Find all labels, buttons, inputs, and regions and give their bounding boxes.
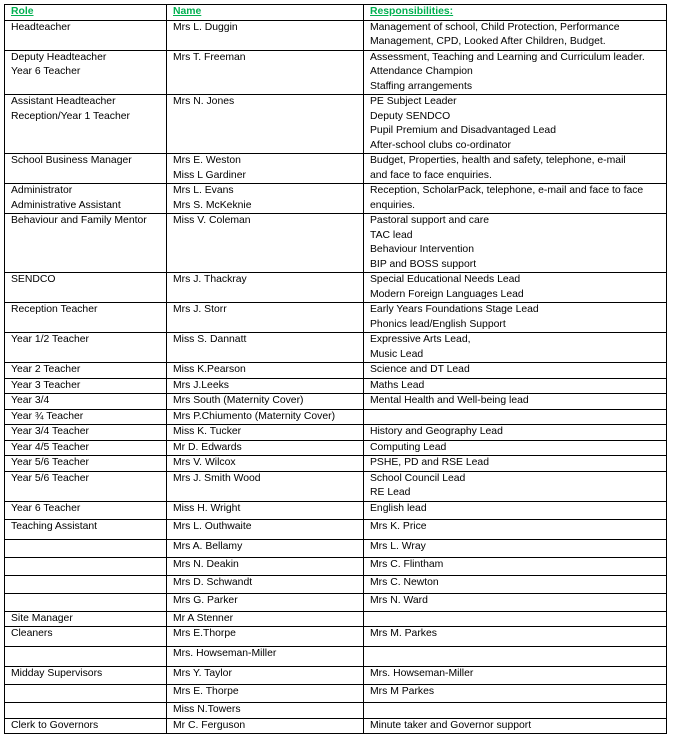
role-cell bbox=[5, 471, 167, 501]
responsibilities-cell-line: Mrs M Parkes bbox=[370, 686, 435, 697]
name-cell bbox=[167, 685, 364, 703]
name-cell-line: Mrs South (Maternity Cover) bbox=[173, 395, 304, 406]
responsibilities-cell-line: Mrs K. Price bbox=[370, 520, 427, 532]
responsibilities-cell bbox=[364, 303, 667, 333]
name-cell-line: Mr D. Edwards bbox=[173, 441, 242, 453]
table-row bbox=[5, 50, 667, 95]
responsibilities-cell-line: Attendance Champion bbox=[370, 66, 473, 77]
name-cell-line: Mrs S. McKeknie bbox=[173, 199, 252, 211]
role-cell-line: Deputy Headteacher bbox=[11, 51, 107, 63]
name-cell-line: Mrs. Howseman-Miller bbox=[173, 648, 277, 659]
responsibilities-cell bbox=[364, 685, 667, 703]
table-row bbox=[5, 703, 667, 719]
responsibilities-cell bbox=[364, 154, 667, 184]
name-cell-line: Mr C. Ferguson bbox=[173, 719, 246, 731]
role-cell-line: Year 3/4 bbox=[11, 395, 50, 406]
responsibilities-cell-line: PSHE, PD and RSE Lead bbox=[370, 457, 489, 468]
name-cell-line: Miss L Gardiner bbox=[173, 169, 246, 181]
responsibilities-cell-line: Budget, Properties, health and safety, telephone, e-mail bbox=[370, 155, 626, 166]
name-cell bbox=[167, 333, 364, 363]
responsibilities-cell-line: Mrs C. Flintham bbox=[370, 558, 444, 570]
name-cell bbox=[167, 667, 364, 685]
responsibilities-cell bbox=[364, 425, 667, 441]
responsibilities-cell-line: RE Lead bbox=[370, 487, 411, 498]
name-cell bbox=[167, 440, 364, 456]
name-cell bbox=[167, 718, 364, 734]
name-cell-line: Mrs E.Thorpe bbox=[173, 628, 236, 639]
role-cell bbox=[5, 184, 167, 214]
table-row bbox=[5, 627, 667, 647]
table-header-row bbox=[5, 5, 667, 21]
responsibilities-cell-line: Mrs. Howseman-Miller bbox=[370, 668, 474, 679]
responsibilities-cell bbox=[364, 539, 667, 557]
role-cell-line: Midday Supervisors bbox=[11, 668, 103, 679]
role-cell bbox=[5, 593, 167, 611]
name-cell-line: Miss S. Dannatt bbox=[173, 334, 247, 345]
responsibilities-cell bbox=[364, 95, 667, 154]
name-cell-line: Mrs T. Freeman bbox=[173, 51, 246, 63]
role-cell bbox=[5, 685, 167, 703]
name-cell bbox=[167, 456, 364, 472]
responsibilities-cell-line: Mrs N. Ward bbox=[370, 594, 428, 606]
name-cell-line: Mrs D. Schwandt bbox=[173, 576, 253, 588]
role-cell bbox=[5, 378, 167, 394]
responsibilities-cell bbox=[364, 667, 667, 685]
responsibilities-cell-line: Staffing arrangements bbox=[370, 80, 473, 92]
responsibilities-cell-line: Management, CPD, Looked After Children, Budget. bbox=[370, 36, 606, 47]
name-cell bbox=[167, 303, 364, 333]
responsibilities-cell-line: Maths Lead bbox=[370, 379, 425, 391]
role-cell bbox=[5, 154, 167, 184]
responsibilities-cell-line: History and Geography Lead bbox=[370, 426, 503, 437]
role-cell-line: Year 5/6 Teacher bbox=[11, 457, 89, 468]
responsibilities-cell bbox=[364, 440, 667, 456]
role-cell-line: Year 4/5 Teacher bbox=[11, 441, 89, 453]
role-cell bbox=[5, 95, 167, 154]
responsibilities-cell-line: Mental Health and Well-being lead bbox=[370, 395, 529, 406]
role-cell-line: Headteacher bbox=[11, 21, 71, 33]
table-row bbox=[5, 471, 667, 501]
table-row bbox=[5, 378, 667, 394]
role-cell bbox=[5, 611, 167, 627]
responsibilities-column-header: Responsibilities: bbox=[364, 5, 667, 21]
responsibilities-cell-line: and face to face enquiries. bbox=[370, 169, 492, 181]
role-cell bbox=[5, 394, 167, 410]
name-cell bbox=[167, 703, 364, 719]
name-cell bbox=[167, 471, 364, 501]
role-cell bbox=[5, 647, 167, 667]
name-cell-line: Mrs L. Duggin bbox=[173, 21, 238, 33]
name-cell bbox=[167, 519, 364, 539]
name-cell bbox=[167, 575, 364, 593]
table-row bbox=[5, 440, 667, 456]
table-row bbox=[5, 154, 667, 184]
role-cell bbox=[5, 557, 167, 575]
table-row bbox=[5, 557, 667, 575]
role-cell bbox=[5, 20, 167, 50]
role-cell-line: Year ¾ Teacher bbox=[11, 410, 84, 422]
name-cell-line: Mrs P.Chiumento (Maternity Cover) bbox=[173, 410, 336, 422]
responsibilities-cell-line: Mrs L. Wray bbox=[370, 540, 426, 552]
table-row bbox=[5, 456, 667, 472]
responsibilities-cell-line: Computing Lead bbox=[370, 441, 447, 453]
name-cell-line: Mrs N. Deakin bbox=[173, 558, 239, 570]
name-cell-line: Mrs G. Parker bbox=[173, 594, 238, 606]
table-row bbox=[5, 273, 667, 303]
table-row bbox=[5, 333, 667, 363]
responsibilities-cell bbox=[364, 363, 667, 379]
responsibilities-cell-line: Expressive Arts Lead, bbox=[370, 334, 471, 345]
name-cell bbox=[167, 501, 364, 519]
role-cell bbox=[5, 627, 167, 647]
responsibilities-cell-line: Science and DT Lead bbox=[370, 364, 470, 375]
name-cell-line: Miss N.Towers bbox=[173, 704, 241, 715]
role-cell bbox=[5, 519, 167, 539]
responsibilities-cell-line: PE Subject Leader bbox=[370, 96, 457, 107]
role-cell-line: Year 2 Teacher bbox=[11, 364, 81, 375]
name-cell bbox=[167, 154, 364, 184]
name-cell-line: Mrs V. Wilcox bbox=[173, 457, 236, 468]
name-cell-line: Mrs E. Weston bbox=[173, 155, 241, 166]
name-cell-line: Mrs L. Evans bbox=[173, 185, 234, 196]
name-cell-line: Mrs J.Leeks bbox=[173, 379, 230, 391]
role-cell bbox=[5, 667, 167, 685]
role-cell bbox=[5, 425, 167, 441]
role-cell-line: Year 5/6 Teacher bbox=[11, 472, 89, 484]
name-cell bbox=[167, 647, 364, 667]
name-cell bbox=[167, 184, 364, 214]
table-row bbox=[5, 501, 667, 519]
name-cell bbox=[167, 273, 364, 303]
name-cell bbox=[167, 593, 364, 611]
role-cell-line: Year 6 Teacher bbox=[11, 502, 81, 514]
table-row bbox=[5, 409, 667, 425]
responsibilities-cell bbox=[364, 50, 667, 95]
name-cell bbox=[167, 611, 364, 627]
responsibilities-cell bbox=[364, 718, 667, 734]
role-cell bbox=[5, 718, 167, 734]
table-body bbox=[5, 20, 667, 734]
role-cell bbox=[5, 539, 167, 557]
name-cell-line: Miss V. Coleman bbox=[173, 215, 251, 226]
name-cell-line: Miss K. Tucker bbox=[173, 426, 242, 437]
role-cell-line: School Business Manager bbox=[11, 155, 132, 166]
responsibilities-cell-line: Mrs M. Parkes bbox=[370, 628, 437, 639]
name-cell-line: Mrs J. Thackray bbox=[173, 274, 247, 285]
role-cell-line: Teaching Assistant bbox=[11, 520, 98, 532]
role-cell-line: Year 3/4 Teacher bbox=[11, 426, 89, 437]
responsibilities-cell-line: TAC lead bbox=[370, 229, 413, 241]
role-cell-line: Behaviour and Family Mentor bbox=[11, 215, 147, 226]
name-cell bbox=[167, 378, 364, 394]
responsibilities-cell-line: BIP and BOSS support bbox=[370, 258, 477, 270]
name-cell bbox=[167, 95, 364, 154]
role-cell-line: Reception Teacher bbox=[11, 304, 98, 315]
responsibilities-cell bbox=[364, 627, 667, 647]
name-cell bbox=[167, 363, 364, 379]
responsibilities-cell-line: After-school clubs co-ordinator bbox=[370, 139, 511, 151]
role-cell bbox=[5, 575, 167, 593]
role-cell-line: SENDCO bbox=[11, 274, 56, 285]
role-cell-line: Reception/Year 1 Teacher bbox=[11, 110, 130, 122]
role-column-header: Role bbox=[5, 5, 167, 21]
name-cell bbox=[167, 214, 364, 273]
table-row bbox=[5, 214, 667, 273]
responsibilities-cell-line: Music Lead bbox=[370, 348, 424, 360]
name-cell-line: Mrs Y. Taylor bbox=[173, 668, 232, 679]
responsibilities-cell-line: Special Educational Needs Lead bbox=[370, 274, 521, 285]
table-row bbox=[5, 685, 667, 703]
responsibilities-cell bbox=[364, 611, 667, 627]
responsibilities-cell-line: Mrs C. Newton bbox=[370, 576, 439, 588]
name-cell bbox=[167, 557, 364, 575]
responsibilities-cell-line: Management of school, Child Protection, Performance bbox=[370, 21, 620, 33]
role-cell bbox=[5, 440, 167, 456]
role-cell-line: Year 1/2 Teacher bbox=[11, 334, 89, 345]
responsibilities-cell bbox=[364, 703, 667, 719]
responsibilities-cell bbox=[364, 333, 667, 363]
responsibilities-cell-line: Early Years Foundations Stage Lead bbox=[370, 304, 539, 315]
name-cell bbox=[167, 539, 364, 557]
responsibilities-cell bbox=[364, 471, 667, 501]
role-cell-line: Administrative Assistant bbox=[11, 199, 121, 211]
table-row bbox=[5, 20, 667, 50]
name-cell bbox=[167, 627, 364, 647]
responsibilities-cell bbox=[364, 557, 667, 575]
responsibilities-cell bbox=[364, 184, 667, 214]
responsibilities-cell-line: Assessment, Teaching and Learning and Curriculum leader. bbox=[370, 51, 645, 63]
role-cell-line: Cleaners bbox=[11, 628, 53, 639]
responsibilities-cell bbox=[364, 20, 667, 50]
name-cell bbox=[167, 50, 364, 95]
name-cell-line: Mrs L. Outhwaite bbox=[173, 520, 252, 532]
responsibilities-cell bbox=[364, 409, 667, 425]
role-cell bbox=[5, 501, 167, 519]
name-cell-line: Mrs J. Storr bbox=[173, 304, 227, 315]
role-cell bbox=[5, 703, 167, 719]
responsibilities-cell bbox=[364, 456, 667, 472]
name-column-header: Name bbox=[167, 5, 364, 21]
table-row bbox=[5, 575, 667, 593]
table-row bbox=[5, 363, 667, 379]
table-row bbox=[5, 647, 667, 667]
responsibilities-cell bbox=[364, 593, 667, 611]
responsibilities-cell-line: Reception, ScholarPack, telephone, e-mail and face to face bbox=[370, 185, 644, 196]
name-cell-line: Mrs J. Smith Wood bbox=[173, 472, 261, 484]
role-cell bbox=[5, 333, 167, 363]
responsibilities-cell-line: Pastoral support and care bbox=[370, 215, 489, 226]
table-row bbox=[5, 394, 667, 410]
responsibilities-cell bbox=[364, 647, 667, 667]
responsibilities-cell bbox=[364, 501, 667, 519]
responsibilities-cell-line: Deputy SENDCO bbox=[370, 110, 451, 122]
responsibilities-cell-line: Minute taker and Governor support bbox=[370, 719, 532, 731]
staff-responsibilities-table bbox=[4, 4, 667, 734]
role-cell-line: Year 6 Teacher bbox=[11, 66, 81, 77]
role-cell-line: Site Manager bbox=[11, 612, 73, 624]
name-cell-line: Mrs A. Bellamy bbox=[173, 540, 243, 552]
name-cell bbox=[167, 409, 364, 425]
responsibilities-cell-line: Pupil Premium and Disadvantaged Lead bbox=[370, 125, 556, 136]
table-row bbox=[5, 718, 667, 734]
responsibilities-cell bbox=[364, 519, 667, 539]
role-cell-line: Clerk to Governors bbox=[11, 719, 99, 731]
name-cell-line: Mrs E. Thorpe bbox=[173, 686, 239, 697]
name-cell bbox=[167, 20, 364, 50]
role-cell bbox=[5, 214, 167, 273]
responsibilities-cell bbox=[364, 378, 667, 394]
table-row bbox=[5, 303, 667, 333]
table-row bbox=[5, 539, 667, 557]
role-cell bbox=[5, 363, 167, 379]
role-cell-line: Assistant Headteacher bbox=[11, 96, 116, 107]
role-cell bbox=[5, 456, 167, 472]
responsibilities-cell-line: Behaviour Intervention bbox=[370, 244, 474, 255]
responsibilities-cell bbox=[364, 273, 667, 303]
table-row bbox=[5, 611, 667, 627]
table-row bbox=[5, 184, 667, 214]
table-row bbox=[5, 95, 667, 154]
responsibilities-cell-line: School Council Lead bbox=[370, 472, 466, 484]
responsibilities-cell bbox=[364, 394, 667, 410]
table-row bbox=[5, 519, 667, 539]
role-cell bbox=[5, 409, 167, 425]
responsibilities-cell-line: English lead bbox=[370, 502, 427, 514]
name-cell bbox=[167, 425, 364, 441]
role-cell bbox=[5, 303, 167, 333]
role-cell-line: Administrator bbox=[11, 185, 73, 196]
responsibilities-cell-line: enquiries. bbox=[370, 199, 416, 211]
name-cell-line: Miss K.Pearson bbox=[173, 364, 246, 375]
name-cell-line: Miss H. Wright bbox=[173, 502, 241, 514]
responsibilities-cell bbox=[364, 214, 667, 273]
table-row bbox=[5, 667, 667, 685]
name-cell-line: Mr A Stenner bbox=[173, 612, 234, 624]
role-cell bbox=[5, 273, 167, 303]
responsibilities-cell-line: Phonics lead/English Support bbox=[370, 318, 506, 330]
responsibilities-cell-line: Modern Foreign Languages Lead bbox=[370, 288, 524, 300]
table-row bbox=[5, 593, 667, 611]
name-cell-line: Mrs N. Jones bbox=[173, 96, 235, 107]
role-cell-line: Year 3 Teacher bbox=[11, 379, 81, 391]
role-cell bbox=[5, 50, 167, 95]
name-cell bbox=[167, 394, 364, 410]
table-row bbox=[5, 425, 667, 441]
responsibilities-cell bbox=[364, 575, 667, 593]
